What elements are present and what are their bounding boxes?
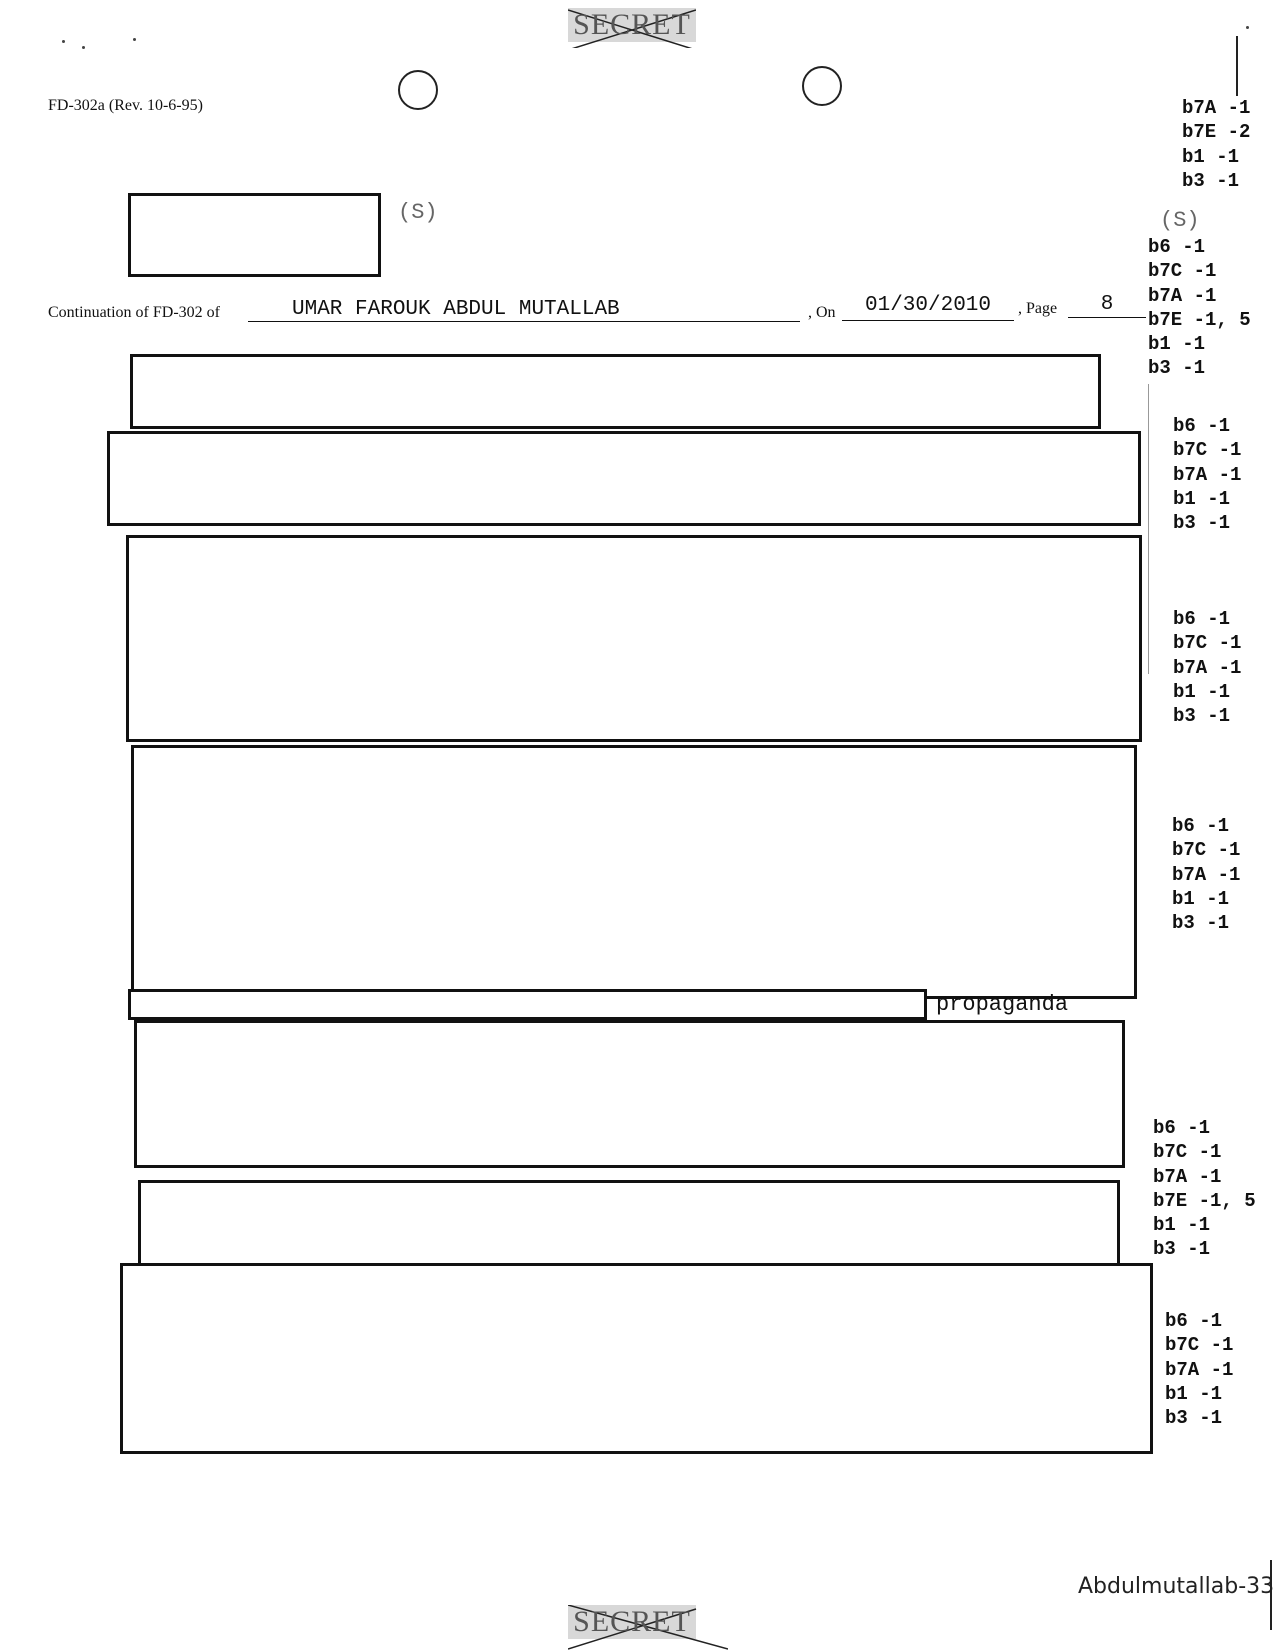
scan-speck <box>82 46 85 49</box>
redaction-box <box>128 989 927 1020</box>
page-label: , Page <box>1018 300 1058 317</box>
scan-speck <box>1246 26 1249 29</box>
continuation-label: Continuation of FD-302 of <box>48 304 220 321</box>
redaction-box <box>120 1263 1153 1454</box>
redaction-box <box>130 354 1101 429</box>
redaction-box <box>131 745 1137 999</box>
redaction-box <box>128 193 381 277</box>
visible-text-fragment: propaganda <box>936 992 1069 1017</box>
exemption-codes-6: b6 -1 b7C -1 b7A -1 b7E -1, 5 b1 -1 b3 -1 <box>1153 1117 1256 1261</box>
scan-speck <box>133 38 136 41</box>
redaction-box <box>138 1180 1120 1266</box>
margin-line <box>1148 384 1149 674</box>
exemption-codes-7: b6 -1 b7C -1 b7A -1 b1 -1 b3 -1 <box>1165 1310 1234 1430</box>
exemption-codes-4: b6 -1 b7C -1 b7A -1 b1 -1 b3 -1 <box>1173 608 1242 728</box>
redaction-box <box>107 431 1141 526</box>
date-label: , On <box>808 304 836 321</box>
margin-line <box>1236 36 1238 96</box>
interview-date: 01/30/2010 <box>842 294 1014 321</box>
classification-stamp-top <box>568 8 696 42</box>
classification-mark-s: (S) <box>398 200 438 225</box>
scan-speck <box>62 40 65 43</box>
classification-top-text: SECRET <box>573 8 691 41</box>
classification-stamp-bottom <box>568 1605 696 1639</box>
exemption-codes-2: b6 -1 b7C -1 b7A -1 b7E -1, 5 b1 -1 b3 -1 <box>1148 236 1251 380</box>
classification-mark-s: (S) <box>1160 208 1200 233</box>
document-id: Abdulmutallab-33 <box>1078 1574 1275 1599</box>
subject-name: UMAR FAROUK ABDUL MUTALLAB <box>248 298 800 322</box>
exemption-codes-5: b6 -1 b7C -1 b7A -1 b1 -1 b3 -1 <box>1172 815 1241 935</box>
form-id: FD-302a (Rev. 10-6-95) <box>48 97 203 114</box>
punch-hole-right <box>802 66 842 106</box>
exemption-codes-3: b6 -1 b7C -1 b7A -1 b1 -1 b3 -1 <box>1173 415 1242 535</box>
classification-bottom-text: SECRET <box>573 1605 691 1638</box>
redaction-box <box>126 535 1142 742</box>
exemption-codes-1: b7A -1 b7E -2 b1 -1 b3 -1 <box>1182 97 1251 192</box>
punch-hole-left <box>398 70 438 110</box>
page-number: 8 <box>1068 293 1146 318</box>
redaction-box <box>134 1020 1125 1168</box>
